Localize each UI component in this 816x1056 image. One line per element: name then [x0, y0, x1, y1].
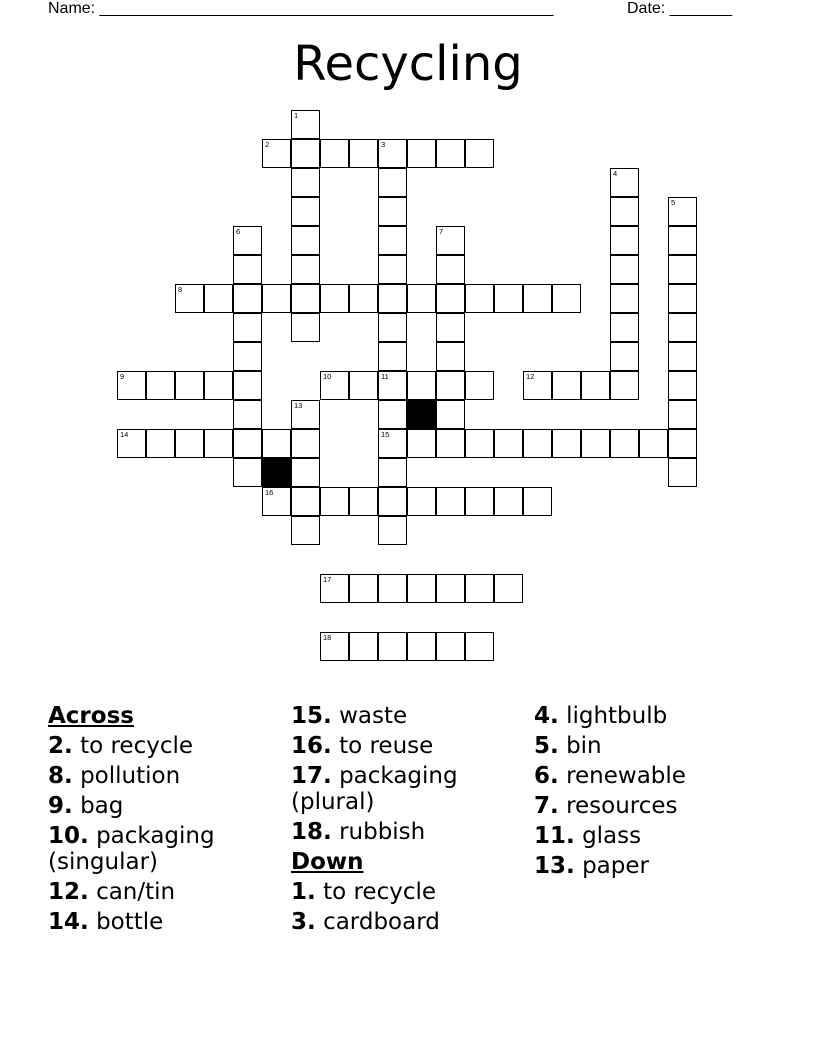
grid-cell[interactable]	[436, 400, 465, 429]
grid-cell[interactable]	[552, 371, 581, 400]
grid-cell[interactable]	[233, 400, 262, 429]
clue-number: 8.	[48, 763, 73, 789]
clue-number: 16.	[291, 733, 332, 759]
clue-number: 11.	[534, 823, 575, 849]
grid-cell[interactable]	[436, 139, 465, 168]
grid-cell[interactable]	[436, 371, 465, 400]
grid-cell[interactable]	[668, 400, 697, 429]
grid-cell[interactable]	[610, 342, 639, 371]
grid-cell[interactable]	[291, 197, 320, 226]
cell-number: 1	[294, 111, 299, 120]
grid-cell[interactable]	[668, 197, 697, 226]
grid-cell[interactable]	[320, 371, 349, 400]
name-label: Name:	[48, 0, 96, 17]
grid-cell[interactable]	[175, 284, 204, 313]
grid-cell[interactable]	[349, 284, 378, 313]
grid-cell[interactable]	[233, 255, 262, 284]
grid-cell[interactable]	[378, 226, 407, 255]
clue-text: bottle	[96, 909, 164, 935]
grid-cell[interactable]	[233, 342, 262, 371]
cell-number: 9	[120, 372, 125, 381]
grid-cell[interactable]	[436, 255, 465, 284]
name-field[interactable]	[48, 0, 553, 18]
grid-cell[interactable]	[610, 313, 639, 342]
grid-cell[interactable]	[291, 429, 320, 458]
grid-cell[interactable]	[465, 284, 494, 313]
clue-number: 1.	[291, 879, 316, 905]
cell-number: 7	[439, 227, 444, 236]
clue-text: packaging (plural)	[291, 763, 458, 815]
page-title: Recycling	[293, 36, 523, 92]
grid-cell[interactable]	[552, 284, 581, 313]
grid-cell[interactable]	[407, 139, 436, 168]
grid-cell[interactable]	[378, 429, 407, 458]
clue-number: 9.	[48, 793, 73, 819]
grid-cell[interactable]	[668, 284, 697, 313]
cell-number: 4	[613, 169, 618, 178]
grid-cell[interactable]	[117, 371, 146, 400]
clue-text: lightbulb	[566, 703, 668, 729]
grid-cell[interactable]	[436, 487, 465, 516]
grid-cell[interactable]	[204, 284, 233, 313]
clue-text: packaging (singular)	[48, 823, 215, 875]
clue-text: can/tin	[96, 879, 176, 905]
grid-cell[interactable]	[262, 284, 291, 313]
clue-text: waste	[339, 703, 408, 729]
grid-cell[interactable]	[378, 632, 407, 661]
grid-cell[interactable]	[436, 226, 465, 255]
clue-text: paper	[582, 853, 649, 879]
clue-down-11	[534, 823, 774, 849]
grid-cell[interactable]	[349, 632, 378, 661]
grid-cell[interactable]	[175, 429, 204, 458]
grid-cell[interactable]	[204, 371, 233, 400]
clue-number: 13.	[534, 853, 575, 879]
grid-cell[interactable]	[610, 168, 639, 197]
grid-cell[interactable]	[291, 516, 320, 545]
grid-cell[interactable]	[175, 371, 204, 400]
clue-across-14	[48, 909, 288, 935]
cell-number: 11	[381, 372, 389, 381]
grid-cell[interactable]	[291, 255, 320, 284]
clue-number: 2.	[48, 733, 73, 759]
grid-cell[interactable]	[465, 139, 494, 168]
cell-number: 17	[323, 575, 332, 584]
grid-cell[interactable]	[233, 226, 262, 255]
clue-text: resources	[566, 793, 678, 819]
grid-cell[interactable]	[436, 632, 465, 661]
grid-cell[interactable]	[320, 574, 349, 603]
cell-number: 16	[265, 488, 274, 497]
grid-cell[interactable]	[378, 574, 407, 603]
grid-cell[interactable]	[262, 487, 291, 516]
cell-number: 10	[323, 372, 332, 381]
grid-cell[interactable]	[610, 429, 639, 458]
clue-across-17	[291, 763, 531, 815]
grid-cell[interactable]	[349, 371, 378, 400]
clue-number: 10.	[48, 823, 89, 849]
grid-cell[interactable]	[465, 487, 494, 516]
clue-across-8	[48, 763, 288, 789]
grid-cell[interactable]	[407, 574, 436, 603]
grid-cell[interactable]	[668, 371, 697, 400]
clue-text: glass	[582, 823, 642, 849]
clue-across-16	[291, 733, 531, 759]
grid-cell[interactable]	[146, 429, 175, 458]
clue-across-15	[291, 703, 531, 729]
clue-down-1	[291, 879, 531, 905]
grid-cell[interactable]	[349, 487, 378, 516]
cell-number: 3	[381, 140, 386, 149]
grid-cell[interactable]	[610, 226, 639, 255]
date-label: Date:	[627, 0, 666, 17]
clue-number: 5.	[534, 733, 559, 759]
cell-number: 12	[526, 372, 535, 381]
grid-cell[interactable]	[291, 110, 320, 139]
grid-cell[interactable]	[494, 574, 523, 603]
grid-cell[interactable]	[639, 429, 668, 458]
down-heading: Down	[291, 849, 364, 875]
grid-cell[interactable]	[436, 574, 465, 603]
grid-cell[interactable]	[233, 371, 262, 400]
grid-cell[interactable]	[320, 632, 349, 661]
grid-cell[interactable]	[668, 429, 697, 458]
grid-cell[interactable]	[291, 284, 320, 313]
clue-text: bag	[80, 793, 124, 819]
grid-cell[interactable]	[291, 458, 320, 487]
cell-number: 13	[294, 401, 303, 410]
grid-cell[interactable]	[407, 429, 436, 458]
name-line: ___________________________________________________	[99, 0, 554, 17]
cell-number: 8	[178, 285, 183, 294]
clue-column-3	[534, 703, 774, 883]
grid-cell[interactable]	[262, 429, 291, 458]
grid-cell[interactable]	[436, 284, 465, 313]
clue-number: 18.	[291, 819, 332, 845]
clue-across-9	[48, 793, 288, 819]
grid-cell[interactable]	[436, 429, 465, 458]
grid-cell[interactable]	[465, 632, 494, 661]
grid-cell[interactable]	[146, 371, 175, 400]
grid-cell[interactable]	[291, 313, 320, 342]
clue-down-7	[534, 793, 774, 819]
clue-across-12	[48, 879, 288, 905]
grid-cell[interactable]	[291, 226, 320, 255]
date-field[interactable]	[627, 0, 732, 18]
grid-cell[interactable]	[668, 226, 697, 255]
grid-cell[interactable]	[320, 139, 349, 168]
clue-number: 17.	[291, 763, 332, 789]
grid-cell[interactable]	[407, 284, 436, 313]
grid-cell[interactable]	[465, 429, 494, 458]
grid-cell[interactable]	[668, 255, 697, 284]
clue-down-4	[534, 703, 774, 729]
grid-cell[interactable]	[378, 168, 407, 197]
grid-cell[interactable]	[523, 429, 552, 458]
black-cell	[262, 458, 291, 487]
grid-cell[interactable]	[320, 284, 349, 313]
grid-cell[interactable]	[204, 429, 233, 458]
clue-across-10	[48, 823, 288, 875]
grid-cell[interactable]	[465, 574, 494, 603]
clue-text: pollution	[80, 763, 181, 789]
grid-cell[interactable]	[581, 371, 610, 400]
grid-cell[interactable]	[436, 313, 465, 342]
clue-across-18	[291, 819, 531, 845]
clue-down-5	[534, 733, 774, 759]
clue-number: 7.	[534, 793, 559, 819]
across-heading: Across	[48, 703, 134, 729]
clue-number: 14.	[48, 909, 89, 935]
date-line: _______	[669, 0, 732, 17]
grid-cell[interactable]	[349, 574, 378, 603]
clue-column-1	[48, 703, 288, 939]
clue-text: bin	[566, 733, 602, 759]
clue-column-2	[291, 703, 531, 939]
grid-cell[interactable]	[668, 313, 697, 342]
grid-cell[interactable]	[233, 313, 262, 342]
cell-number: 2	[265, 140, 270, 149]
grid-cell[interactable]	[233, 429, 262, 458]
cell-number: 15	[381, 430, 390, 439]
grid-cell[interactable]	[262, 139, 291, 168]
clue-across-2	[48, 733, 288, 759]
grid-cell[interactable]	[378, 255, 407, 284]
grid-cell[interactable]	[552, 429, 581, 458]
grid-cell[interactable]	[668, 458, 697, 487]
clue-down-13	[534, 853, 774, 879]
grid-cell[interactable]	[494, 429, 523, 458]
grid-cell[interactable]	[378, 139, 407, 168]
grid-cell[interactable]	[581, 429, 610, 458]
clue-text: renewable	[566, 763, 686, 789]
grid-cell[interactable]	[407, 487, 436, 516]
grid-cell[interactable]	[320, 487, 349, 516]
grid-cell[interactable]	[378, 516, 407, 545]
grid-cell[interactable]	[378, 371, 407, 400]
grid-cell[interactable]	[291, 139, 320, 168]
grid-cell[interactable]	[378, 400, 407, 429]
clue-down-6	[534, 763, 774, 789]
grid-cell[interactable]	[523, 284, 552, 313]
clue-number: 15.	[291, 703, 332, 729]
black-cell	[407, 400, 436, 429]
cell-number: 14	[120, 430, 129, 439]
grid-cell[interactable]	[117, 429, 146, 458]
grid-cell[interactable]	[378, 197, 407, 226]
grid-cell[interactable]	[378, 313, 407, 342]
grid-cell[interactable]	[407, 632, 436, 661]
grid-cell[interactable]	[610, 371, 639, 400]
cell-number: 6	[236, 227, 241, 236]
grid-cell[interactable]	[465, 371, 494, 400]
clue-number: 6.	[534, 763, 559, 789]
grid-cell[interactable]	[436, 342, 465, 371]
grid-cell[interactable]	[523, 371, 552, 400]
clue-number: 4.	[534, 703, 559, 729]
clue-text: to reuse	[339, 733, 434, 759]
grid-cell[interactable]	[407, 371, 436, 400]
clue-text: rubbish	[339, 819, 426, 845]
clue-number: 3.	[291, 909, 316, 935]
grid-cell[interactable]	[291, 400, 320, 429]
clue-number: 12.	[48, 879, 89, 905]
clue-text: to recycle	[80, 733, 194, 759]
grid-cell[interactable]	[668, 342, 697, 371]
grid-cell[interactable]	[494, 487, 523, 516]
clue-down-3	[291, 909, 531, 935]
cell-number: 5	[671, 198, 676, 207]
clue-text: cardboard	[323, 909, 440, 935]
grid-cell[interactable]	[378, 458, 407, 487]
grid-cell[interactable]	[291, 487, 320, 516]
grid-cell[interactable]	[291, 168, 320, 197]
grid-cell[interactable]	[610, 284, 639, 313]
grid-cell[interactable]	[349, 139, 378, 168]
clue-text: to recycle	[323, 879, 437, 905]
grid-cell[interactable]	[378, 487, 407, 516]
grid-cell[interactable]	[378, 284, 407, 313]
grid-cell[interactable]	[233, 458, 262, 487]
grid-cell[interactable]	[610, 197, 639, 226]
grid-cell[interactable]	[233, 284, 262, 313]
grid-cell[interactable]	[378, 342, 407, 371]
cell-number: 18	[323, 633, 332, 642]
grid-cell[interactable]	[610, 255, 639, 284]
grid-cell[interactable]	[523, 487, 552, 516]
grid-cell[interactable]	[494, 284, 523, 313]
